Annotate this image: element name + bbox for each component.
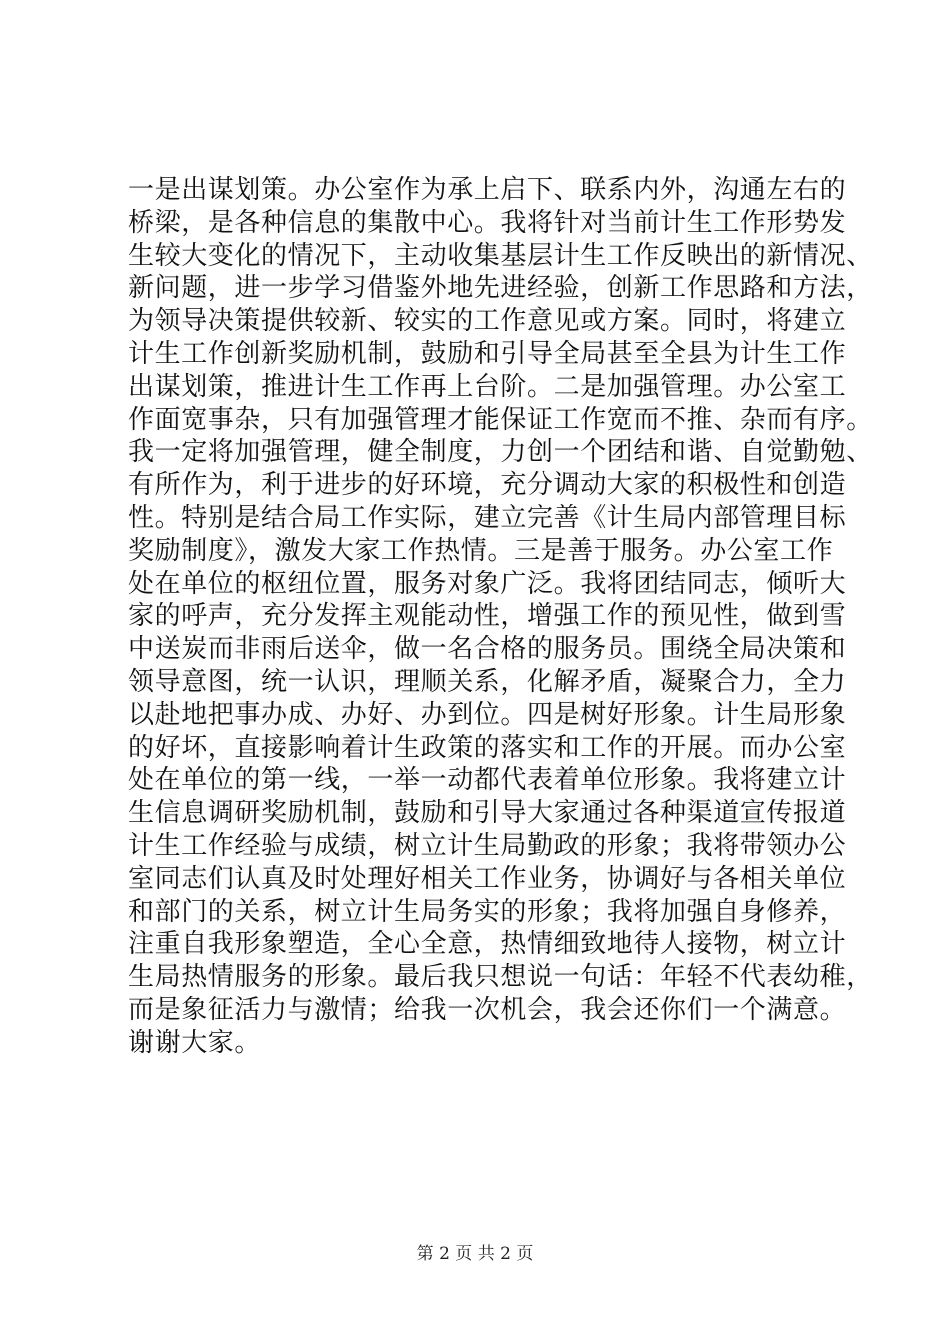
text-line: 谢谢大家。 bbox=[128, 1027, 262, 1058]
text-line: 桥梁，是各种信息的集散中心。我将针对当前计生工作形势发 bbox=[128, 207, 847, 238]
text-line: 性。特别是结合局工作实际，建立完善《计生局内部管理目标 bbox=[128, 502, 847, 533]
text-line: 奖励制度》，激发大家工作热情。三是善于服务。办公室工作 bbox=[128, 535, 834, 566]
text-line: 作面宽事杂，只有加强管理才能保证工作宽而不推、杂而有序。 bbox=[128, 404, 873, 435]
text-line: 而是象征活力与激情；给我一次机会，我会还你们一个满意。 bbox=[128, 994, 847, 1025]
text-line: 以赴地把事办成、办好、办到位。四是树好形象。计生局形象 bbox=[128, 699, 847, 730]
page-number-footer: 第 2 页 共 2 页 bbox=[416, 1244, 534, 1264]
text-line: 和部门的关系，树立计生局务实的形象；我将加强自身修养， bbox=[128, 896, 847, 927]
text-line: 中送炭而非雨后送伞，做一名合格的服务员。围绕全局决策和 bbox=[128, 634, 847, 665]
text-line: 处在单位的第一线，一举一动都代表着单位形象。我将建立计 bbox=[128, 765, 847, 796]
text-line: 领导意图，统一认识，理顺关系，化解矛盾，凝聚合力，全力 bbox=[128, 666, 847, 697]
text-line: 生较大变化的情况下，主动收集基层计生工作反映出的新情况、 bbox=[128, 240, 873, 271]
text-line: 家的呼声，充分发挥主观能动性，增强工作的预见性，做到雪 bbox=[128, 601, 847, 632]
text-line: 的好坏，直接影响着计生政策的落实和工作的开展。而办公室 bbox=[128, 732, 847, 763]
text-line: 室同志们认真及时处理好相关工作业务，协调好与各相关单位 bbox=[128, 863, 847, 894]
text-line: 计生工作创新奖励机制，鼓励和引导全局甚至全县为计生工作 bbox=[128, 338, 847, 369]
text-line: 新问题，进一步学习借鉴外地先进经验，创新工作思路和方法， bbox=[128, 273, 873, 304]
text-line: 有所作为，利于进步的好环境，充分调动大家的积极性和创造 bbox=[128, 470, 847, 501]
text-line: 生局热情服务的形象。最后我只想说一句话：年轻不代表幼稚， bbox=[128, 962, 873, 993]
text-line: 我一定将加强管理，健全制度，力创一个团结和谐、自觉勤勉、 bbox=[128, 437, 873, 468]
text-line: 注重自我形象塑造，全心全意，热情细致地待人接物，树立计 bbox=[128, 929, 847, 960]
text-line: 一是出谋划策。办公室作为承上启下、联系内外，沟通左右的 bbox=[128, 175, 847, 205]
text-line: 计生工作经验与成绩，树立计生局勤政的形象；我将带领办公 bbox=[128, 830, 847, 861]
body-paragraph bbox=[128, 174, 873, 1060]
text-line: 出谋划策，推进计生工作再上台阶。二是加强管理。办公室工 bbox=[128, 371, 847, 402]
text-line: 处在单位的枢纽位置，服务对象广泛。我将团结同志，倾听大 bbox=[128, 568, 847, 599]
text-line: 为领导决策提供较新、较实的工作意见或方案。同时，将建立 bbox=[128, 306, 847, 337]
text-line: 生信息调研奖励机制，鼓励和引导大家通过各种渠道宣传报道 bbox=[128, 798, 847, 829]
